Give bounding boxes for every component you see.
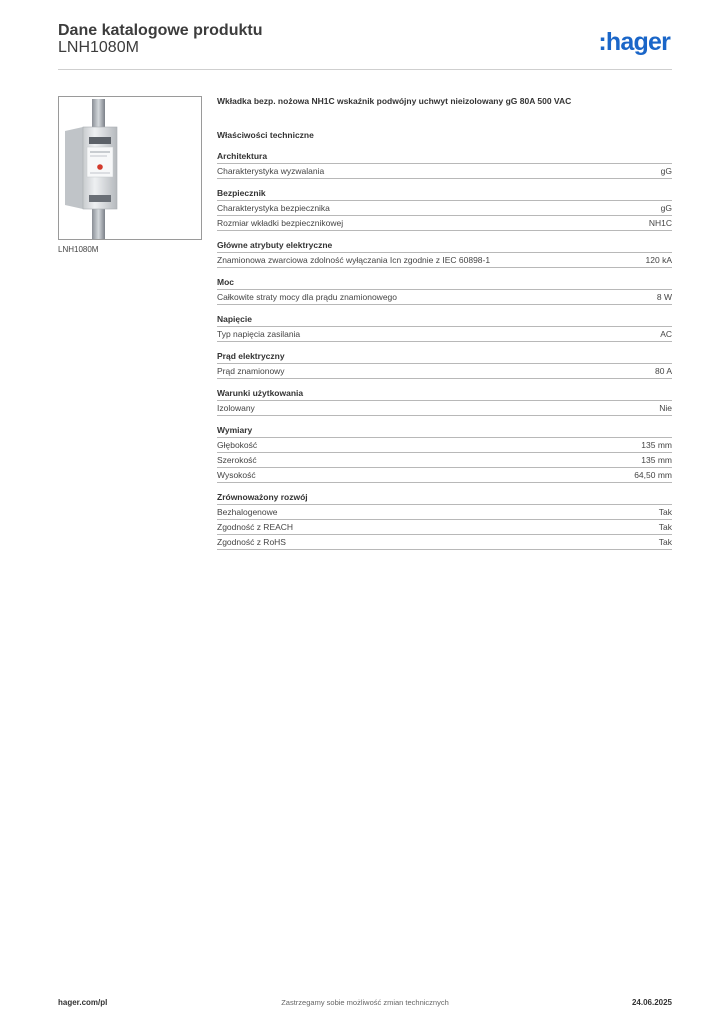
properties-sections [217, 150, 672, 550]
hager-logo-text: :hager [598, 28, 670, 56]
spec-row [217, 216, 672, 231]
spec-row [217, 438, 672, 453]
spec-row [217, 201, 672, 216]
spec-label: Szerokość [217, 455, 257, 465]
spec-section [217, 387, 672, 416]
spec-label: Bezhalogenowe [217, 507, 278, 517]
spec-section [217, 491, 672, 550]
spec-value: Nie [659, 403, 672, 413]
spec-value: Tak [658, 507, 672, 517]
spec-label: Charakterystyka bezpiecznika [217, 203, 330, 213]
spec-row [217, 253, 672, 268]
spec-value: 135 mm [641, 455, 672, 465]
spec-value: Tak [658, 537, 672, 547]
image-caption: LNH1080M [58, 245, 99, 254]
section-title: Wymiary [217, 424, 672, 438]
spec-value: 120 kA [645, 255, 672, 265]
spec-value: NH1C [648, 218, 672, 228]
spec-section [217, 239, 672, 268]
spec-label: Zgodność z RoHS [217, 537, 286, 547]
hager-logo [592, 26, 672, 58]
spec-row [217, 535, 672, 550]
section-title: Warunki użytkowania [217, 387, 672, 401]
spec-section [217, 313, 672, 342]
spec-row [217, 520, 672, 535]
page-header [58, 20, 672, 70]
fuse-illustration [59, 97, 201, 239]
spec-label: Rozmiar wkładki bezpiecznikowej [217, 218, 344, 228]
spec-label: Wysokość [217, 470, 256, 480]
section-title: Bezpiecznik [217, 187, 672, 201]
spec-value: gG [660, 166, 672, 176]
spec-value: 80 A [654, 366, 672, 376]
spec-section [217, 350, 672, 379]
spec-value: gG [660, 203, 672, 213]
spec-row [217, 505, 672, 520]
section-title: Architektura [217, 150, 672, 164]
header-divider [58, 69, 672, 70]
section-title: Moc [217, 276, 672, 290]
spec-section [217, 187, 672, 231]
product-code: LNH1080M [58, 39, 139, 56]
spec-value: Tak [658, 522, 672, 532]
spec-label: Izolowany [217, 403, 255, 413]
spec-value: 135 mm [641, 440, 672, 450]
spec-row [217, 327, 672, 342]
spec-label: Prąd znamionowy [217, 366, 285, 376]
footer-website[interactable]: hager.com/pl [58, 998, 108, 1007]
spec-section [217, 150, 672, 179]
footer-disclaimer: Zastrzegamy sobie możliwość zmian technicznych [281, 998, 449, 1007]
spec-label: Zgodność z REACH [217, 522, 294, 532]
spec-section [217, 276, 672, 305]
product-image [58, 96, 202, 240]
section-title: Prąd elektryczny [217, 350, 672, 364]
product-description: Wkładka bezp. nożowa NH1C wskaźnik podwójny uchwyt nieizolowany gG 80A 500 VAC [217, 96, 572, 106]
spec-value: 8 W [656, 292, 672, 302]
section-title: Napięcie [217, 313, 672, 327]
spec-row [217, 290, 672, 305]
section-title: Zrównoważony rozwój [217, 491, 672, 505]
spec-row [217, 453, 672, 468]
spec-label: Charakterystyka wyzwalania [217, 166, 325, 176]
footer-date: 24.06.2025 [631, 998, 672, 1007]
spec-label: Znamionowa zwarciowa zdolność wyłączania Icn zgodnie z IEC 60898-1 [217, 255, 491, 265]
spec-row [217, 364, 672, 379]
spec-section [217, 424, 672, 483]
spec-label: Całkowite straty mocy dla prądu znamionowego [217, 292, 398, 302]
spec-label: Głębokość [217, 440, 258, 450]
section-title: Główne atrybuty elektryczne [217, 239, 672, 253]
spec-row [217, 401, 672, 416]
spec-row [217, 164, 672, 179]
spec-value: 64,50 mm [634, 470, 672, 480]
page-footer [58, 998, 672, 1012]
product-details [217, 95, 672, 558]
properties-heading: Właściwości techniczne [217, 130, 314, 140]
document-title: Dane katalogowe produktu [58, 22, 263, 39]
spec-label: Typ napięcia zasilania [217, 329, 301, 339]
spec-value: AC [660, 329, 672, 339]
spec-row [217, 468, 672, 483]
